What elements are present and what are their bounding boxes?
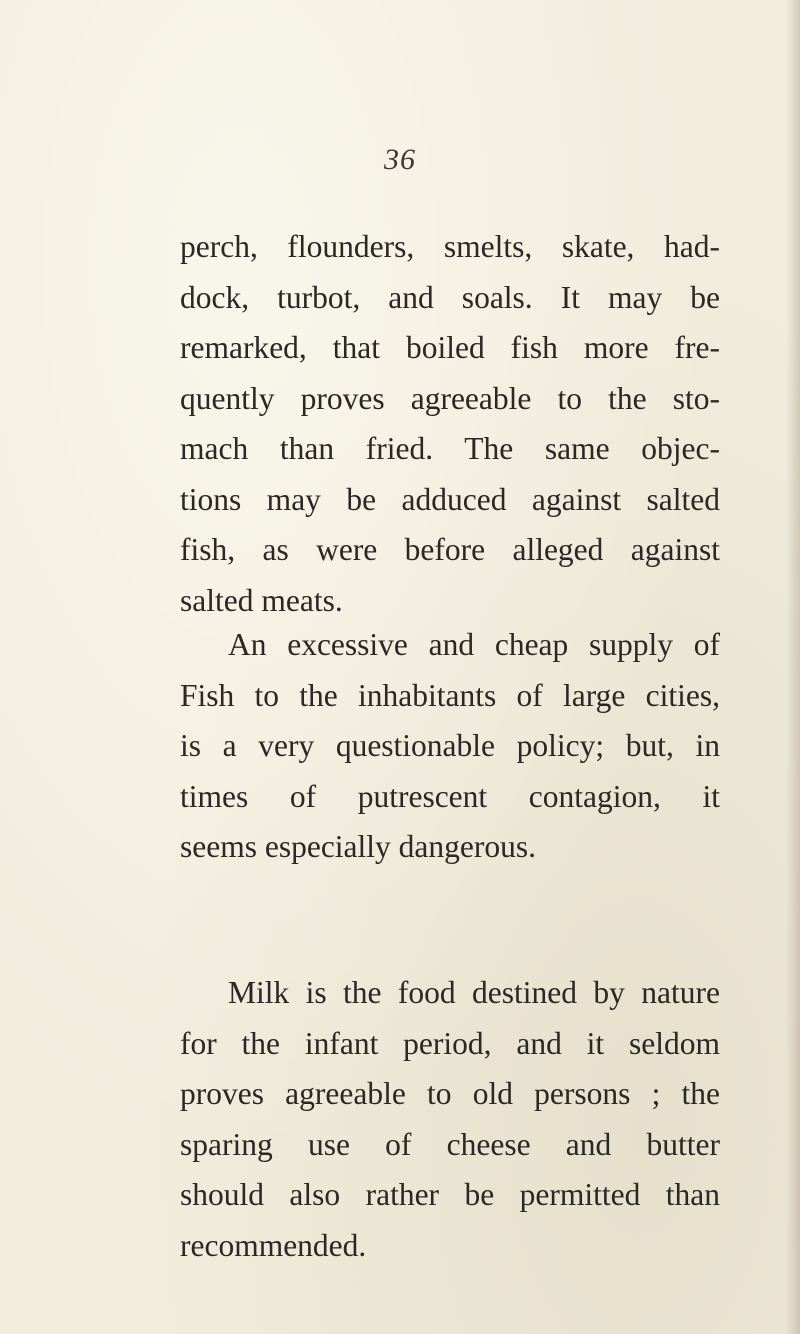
text-line: Milk is the food destined by nature — [228, 975, 720, 1010]
text-line: seems especially dangerous. — [180, 829, 537, 864]
text-line: perch, flounders, smelts, skate, had- — [180, 229, 720, 264]
text-line: dock, turbot, and soals. It may be — [180, 279, 720, 315]
text-line: mach than fried. The same objec- — [180, 431, 720, 466]
text-line: Fish to the inhabitants of large cities, — [180, 677, 720, 713]
paragraph-1 — [180, 222, 720, 626]
text-line: salted meats. — [180, 582, 343, 618]
text-line: proves agreeable to old persons ; the — [180, 1076, 720, 1111]
text-line: sparing use of cheese and butter — [180, 1126, 720, 1162]
paragraph-2 — [180, 620, 720, 873]
page-edge-shadow — [786, 0, 800, 1334]
text-line: tions may be adduced against salted — [180, 481, 720, 517]
text-line: remarked, that boiled fish more fre- — [180, 330, 720, 365]
page-number: 36 — [384, 143, 416, 176]
text-line: quently proves agreeable to the sto- — [180, 380, 720, 416]
text-line: is a very questionable policy; but, in — [180, 728, 720, 763]
text-line: fish, as were before alleged against — [180, 532, 720, 567]
text-line: recommended. — [180, 1227, 367, 1263]
text-line: for the infant period, and it seldom — [180, 1025, 720, 1061]
text-line: should also rather be permitted than — [180, 1177, 720, 1212]
text-line: An excessive and cheap supply of — [228, 627, 720, 662]
text-line: times of putrescent contagion, it — [180, 778, 720, 814]
paragraph-3 — [180, 968, 720, 1271]
